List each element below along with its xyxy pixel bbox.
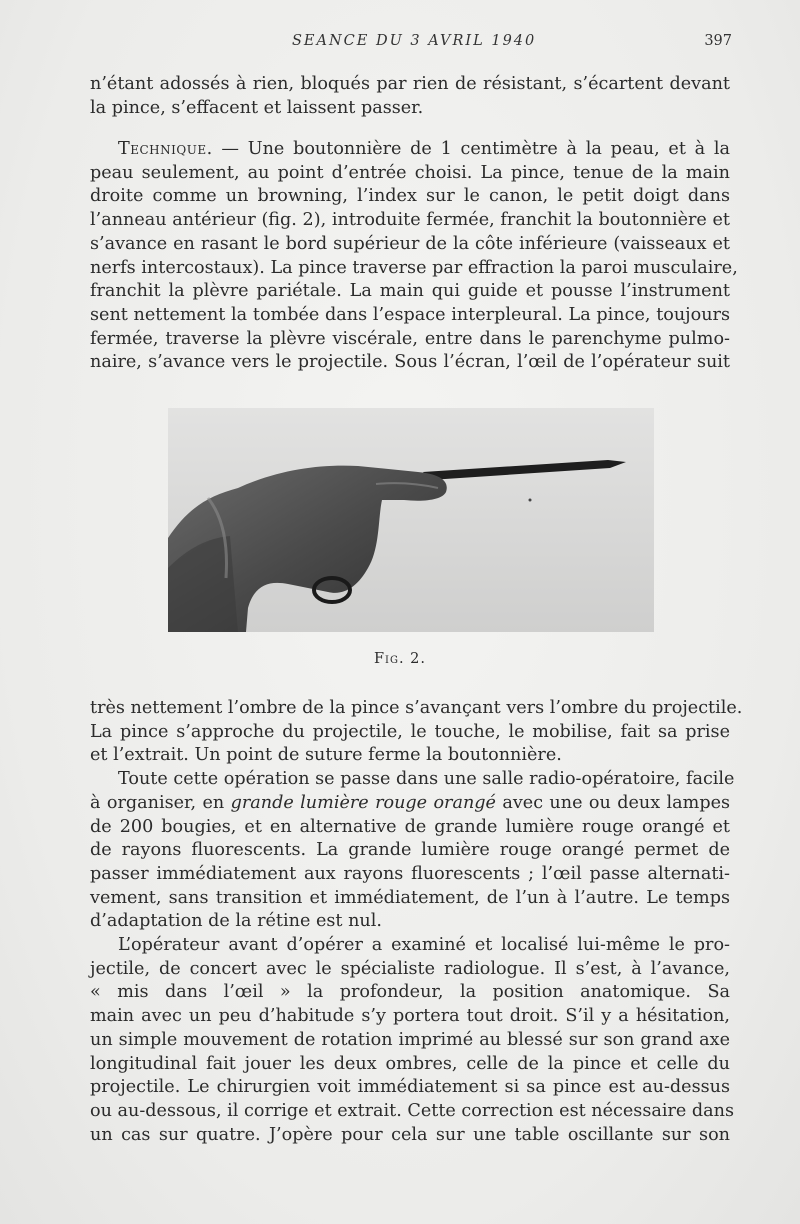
figure-photograph: [168, 408, 654, 632]
figure-caption: Fig. 2.: [373, 651, 427, 667]
text-line: nerfs intercostaux). La pince traverse par effraction la paroi musculaire,: [90, 257, 738, 278]
hand-holding-forceps-photo: [168, 408, 654, 632]
text-line: droite comme un browning, l’index sur le canon, le petit doigt dans: [90, 186, 730, 207]
text-line: fermée, traverse la plèvre viscérale, entre dans le parenchyme pulmo-: [90, 328, 730, 349]
italic-phrase: grande lumière rouge orangé: [230, 792, 496, 813]
text-line: de rayons fluorescents. La grande lumière rouge orangé permet de: [90, 840, 730, 861]
text-line: un cas sur quatre. J’opère pour cela sur une table oscillante sur son: [90, 1124, 730, 1145]
text-line: peau seulement, au point d’entrée choisi. La pince, tenue de la main: [90, 162, 730, 183]
paragraph-technique: [90, 138, 738, 375]
text-line: un simple mouvement de rotation imprimé au blessé sur son grand axe: [90, 1029, 730, 1050]
text-line: main avec un peu d’habitude s’y portera tout droit. S’il y a hésitation,: [90, 1006, 730, 1027]
page-number: 397: [704, 33, 732, 49]
paragraph-after-figure: [90, 697, 743, 1147]
text-line: d’adaptation de la rétine est nul.: [90, 911, 382, 932]
text-line: la pince, s’effacent et laissent passer.: [90, 97, 424, 118]
text-line: franchit la plèvre pariétale. La main qui guide et pousse l’instrument: [90, 281, 730, 302]
text-line: naire, s’avance vers le projectile. Sous l’écran, l’œil de l’opérateur suit: [90, 352, 730, 373]
text-line: passer immédiatement aux rayons fluorescents ; l’œil passe alternati-: [90, 863, 730, 884]
text-line: l’anneau antérieur (fig. 2), introduite fermée, franchit la boutonnière et: [90, 210, 730, 231]
running-title: SEANCE DU 3 AVRIL 1940: [292, 33, 537, 49]
text-line: de 200 bougies, et en alternative de grande lumière rouge orangé et: [90, 816, 730, 837]
text-line: très nettement l’ombre de la pince s’avançant vers l’ombre du projectile.: [90, 698, 743, 718]
text-fragment: — Une boutonnière de 1 centimètre à la peau, et à la: [212, 139, 730, 159]
text-line: [90, 138, 730, 162]
text-line: L’opérateur avant d’opérer a examiné et localisé lui-même le pro-: [118, 935, 730, 956]
text-line: jectile, de concert avec le spécialiste radiologue. Il s’est, à l’avance,: [90, 958, 730, 979]
text-line: sent nettement la tombée dans l’espace interpleural. La pince, toujours: [90, 304, 730, 325]
text-line: La pince s’approche du projectile, le touche, le mobilise, fait sa prise: [90, 721, 730, 742]
paragraph-continuation: [90, 73, 730, 120]
running-head: [0, 33, 800, 53]
text-line: longitudinal fait jouer les deux ombres, celle de la pince et celle du: [90, 1053, 730, 1074]
text-line: à organiser, en grande lumière rouge orangé avec une ou deux lampes: [90, 792, 731, 813]
text-line: ou au-dessous, il corrige et extrait. Cette correction est nécessaire dans: [90, 1100, 734, 1121]
text-line: vement, sans transition et immédiatement, de l’un à l’autre. Le temps: [90, 887, 730, 908]
technique-heading: Technique.: [118, 139, 213, 159]
text-line: projectile. Le chirurgien voit immédiatement si sa pince est au-dessus: [90, 1077, 730, 1098]
text-line: « mis dans l’œil » la profondeur, la position anatomique. Sa: [90, 982, 730, 1003]
text-line: Toute cette opération se passe dans une salle radio-opératoire, facile: [118, 769, 735, 790]
text-line: et l’extrait. Un point de suture ferme la boutonnière.: [90, 745, 562, 766]
text-line: n’étant adossés à rien, bloqués par rien de résistant, s’écartent devant: [90, 74, 730, 94]
text-line: s’avance en rasant le bord supérieur de la côte inférieure (vaisseaux et: [90, 233, 730, 254]
